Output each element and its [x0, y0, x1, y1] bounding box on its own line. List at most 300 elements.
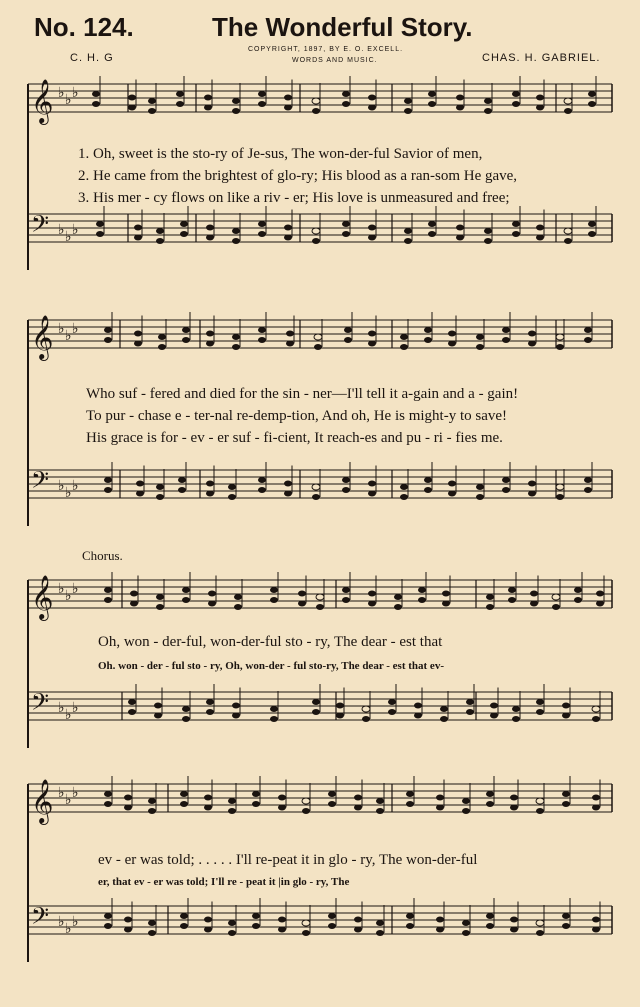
note-head — [486, 801, 494, 807]
treble-clef: 𝄞 — [31, 779, 54, 823]
note-head — [462, 798, 470, 804]
note-head — [388, 709, 396, 715]
note-head — [312, 98, 320, 104]
note-head — [574, 587, 582, 593]
note-head — [258, 487, 266, 493]
note-head — [462, 920, 470, 926]
note-head — [394, 604, 402, 610]
note-head — [368, 601, 376, 607]
note-head — [436, 795, 444, 801]
note-head — [462, 930, 470, 936]
note-head — [298, 601, 306, 607]
note-head — [180, 791, 188, 797]
note-head — [156, 228, 164, 234]
note-head — [128, 95, 136, 101]
flat-sign: ♭ — [58, 85, 65, 101]
note-head — [178, 487, 186, 493]
note-head — [510, 795, 518, 801]
note-head — [156, 594, 164, 600]
note-head — [314, 344, 322, 350]
note-head — [208, 601, 216, 607]
note-head — [342, 231, 350, 237]
note-head — [556, 334, 564, 340]
note-head — [448, 331, 456, 337]
composer-credit: CHAS. H. GABRIEL. — [482, 52, 601, 64]
note-head — [92, 101, 100, 107]
note-head — [562, 913, 570, 919]
note-head — [258, 221, 266, 227]
note-head — [286, 331, 294, 337]
note-head — [456, 225, 464, 231]
note-head — [180, 231, 188, 237]
note-head — [208, 591, 216, 597]
hymn-number: No. 124. — [34, 12, 134, 42]
note-head — [528, 331, 536, 337]
note-head — [154, 703, 162, 709]
note-head — [134, 331, 142, 337]
note-head — [278, 927, 286, 933]
note-head — [562, 791, 570, 797]
note-head — [136, 491, 144, 497]
note-head — [436, 927, 444, 933]
note-head — [206, 225, 214, 231]
note-head — [502, 487, 510, 493]
note-head — [252, 913, 260, 919]
verse-3-line-2: His grace is for - ev - er suf - fi-cient, It reach-es and pu - ri - fies me. — [86, 430, 503, 446]
flat-sign: ♭ — [65, 921, 72, 937]
note-head — [400, 484, 408, 490]
note-head — [376, 920, 384, 926]
note-head — [342, 587, 350, 593]
note-head — [130, 601, 138, 607]
note-head — [490, 703, 498, 709]
note-head — [502, 327, 510, 333]
note-head — [204, 805, 212, 811]
verse-3-line-1: 3. His mer - cy flows on like a riv - er; His love is unmeasured and free; — [78, 190, 510, 206]
note-head — [344, 327, 352, 333]
note-head — [368, 105, 376, 111]
note-head — [206, 331, 214, 337]
note-head — [490, 713, 498, 719]
note-head — [206, 341, 214, 347]
note-head — [134, 235, 142, 241]
note-head — [206, 709, 214, 715]
note-head — [528, 481, 536, 487]
flat-sign: ♭ — [58, 222, 65, 238]
note-head — [312, 699, 320, 705]
note-head — [448, 341, 456, 347]
note-head — [182, 716, 190, 722]
note-head — [124, 917, 132, 923]
note-head — [278, 805, 286, 811]
note-head — [562, 713, 570, 719]
note-head — [424, 477, 432, 483]
note-head — [284, 95, 292, 101]
note-head — [512, 101, 520, 107]
note-head — [406, 791, 414, 797]
note-head — [232, 703, 240, 709]
note-head — [232, 108, 240, 114]
note-head — [104, 487, 112, 493]
note-head — [104, 587, 112, 593]
note-head — [148, 108, 156, 114]
note-head — [342, 221, 350, 227]
note-head — [278, 795, 286, 801]
note-head — [270, 597, 278, 603]
note-head — [204, 105, 212, 111]
note-head — [414, 703, 422, 709]
note-head — [466, 709, 474, 715]
note-head — [232, 713, 240, 719]
flat-sign: ♭ — [58, 914, 65, 930]
note-head — [376, 798, 384, 804]
note-head — [588, 221, 596, 227]
note-head — [206, 481, 214, 487]
note-head — [302, 920, 310, 926]
note-head — [228, 920, 236, 926]
chorus-alto-line-1: Oh. won - der - ful sto - ry, Oh, won-der - ful sto-ry, The dear - est that ev- — [98, 660, 444, 672]
note-head — [128, 105, 136, 111]
note-head — [284, 491, 292, 497]
note-head — [270, 706, 278, 712]
verse-2-line-1: 2. He came from the brightest of glo-ry; His blood as a ran-som He gave, — [78, 168, 518, 184]
note-head — [156, 604, 164, 610]
note-head — [182, 337, 190, 343]
flat-sign: ♭ — [65, 792, 72, 808]
note-head — [270, 716, 278, 722]
note-head — [424, 337, 432, 343]
note-head — [564, 238, 572, 244]
note-head — [428, 91, 436, 97]
flat-sign: ♭ — [65, 328, 72, 344]
note-head — [124, 795, 132, 801]
note-head — [556, 344, 564, 350]
note-head — [368, 491, 376, 497]
note-head — [562, 923, 570, 929]
note-head — [302, 798, 310, 804]
note-head — [96, 231, 104, 237]
note-head — [252, 791, 260, 797]
chorus-soprano-line-2: ev - er was told; . . . . . I'll re-peat it in glo - ry, The won-der-ful — [98, 852, 478, 868]
note-head — [258, 101, 266, 107]
note-head — [278, 917, 286, 923]
note-head — [584, 327, 592, 333]
flat-sign: ♭ — [72, 321, 79, 337]
note-head — [368, 95, 376, 101]
note-head — [286, 341, 294, 347]
note-head — [376, 930, 384, 936]
note-head — [104, 801, 112, 807]
note-head — [592, 917, 600, 923]
note-head — [342, 477, 350, 483]
note-head — [312, 228, 320, 234]
note-head — [204, 927, 212, 933]
note-head — [258, 337, 266, 343]
note-head — [258, 327, 266, 333]
note-head — [312, 238, 320, 244]
note-head — [436, 805, 444, 811]
note-head — [368, 235, 376, 241]
note-head — [258, 231, 266, 237]
note-head — [376, 808, 384, 814]
copyright-line: COPYRIGHT, 1897, BY E. O. EXCELL. — [248, 46, 404, 53]
note-head — [284, 105, 292, 111]
note-head — [508, 587, 516, 593]
note-head — [206, 699, 214, 705]
note-head — [154, 713, 162, 719]
note-head — [128, 699, 136, 705]
note-head — [354, 917, 362, 923]
note-head — [512, 716, 520, 722]
note-head — [342, 91, 350, 97]
note-head — [302, 930, 310, 936]
note-head — [252, 923, 260, 929]
note-head — [228, 494, 236, 500]
flat-sign: ♭ — [72, 222, 79, 238]
note-head — [456, 95, 464, 101]
note-head — [96, 221, 104, 227]
note-head — [342, 597, 350, 603]
note-head — [436, 917, 444, 923]
note-head — [328, 913, 336, 919]
note-head — [124, 927, 132, 933]
flat-sign: ♭ — [65, 92, 72, 108]
note-head — [484, 228, 492, 234]
note-head — [388, 699, 396, 705]
note-head — [536, 225, 544, 231]
note-head — [252, 801, 260, 807]
note-head — [528, 341, 536, 347]
note-head — [368, 591, 376, 597]
note-head — [148, 98, 156, 104]
note-head — [362, 716, 370, 722]
note-head — [368, 331, 376, 337]
note-head — [440, 706, 448, 712]
note-head — [592, 795, 600, 801]
bass-clef: 𝄢 — [31, 466, 50, 499]
note-head — [428, 231, 436, 237]
note-head — [344, 337, 352, 343]
flat-sign: ♭ — [72, 581, 79, 597]
note-head — [536, 930, 544, 936]
note-head — [574, 597, 582, 603]
note-head — [512, 221, 520, 227]
note-head — [484, 238, 492, 244]
note-head — [284, 235, 292, 241]
note-head — [232, 98, 240, 104]
note-head — [564, 108, 572, 114]
note-head — [476, 344, 484, 350]
note-head — [588, 91, 596, 97]
note-head — [502, 337, 510, 343]
note-head — [404, 108, 412, 114]
note-head — [536, 920, 544, 926]
note-head — [508, 597, 516, 603]
note-head — [104, 791, 112, 797]
note-head — [232, 238, 240, 244]
note-head — [530, 591, 538, 597]
verse-1-line-2: Who suf - fered and died for the sin - ner—I'll tell it a-gain and a - gain! — [86, 386, 519, 402]
note-head — [228, 930, 236, 936]
flat-sign: ♭ — [72, 478, 79, 494]
note-head — [418, 597, 426, 603]
note-head — [178, 477, 186, 483]
note-head — [484, 98, 492, 104]
note-head — [234, 604, 242, 610]
verse-2-line-2: To pur - chase e - ter-nal re-demp-tion, And oh, He is might-y to save! — [86, 408, 508, 424]
note-head — [462, 808, 470, 814]
note-head — [584, 337, 592, 343]
note-head — [536, 808, 544, 814]
note-head — [394, 594, 402, 600]
note-head — [182, 706, 190, 712]
note-head — [104, 923, 112, 929]
note-head — [588, 101, 596, 107]
note-head — [176, 101, 184, 107]
bass-clef: 𝄢 — [31, 902, 50, 935]
words-music-line: WORDS AND MUSIC. — [292, 57, 378, 64]
note-head — [104, 597, 112, 603]
note-head — [428, 221, 436, 227]
chorus-alto-line-2: er, that ev - er was told; I'll re - peat it |in glo - ry, The — [98, 876, 350, 888]
note-head — [328, 791, 336, 797]
note-head — [400, 494, 408, 500]
note-head — [442, 601, 450, 607]
note-head — [486, 913, 494, 919]
note-head — [158, 334, 166, 340]
note-head — [424, 327, 432, 333]
note-head — [284, 481, 292, 487]
note-head — [128, 709, 136, 715]
hymn-title: The Wonderful Story. — [212, 12, 473, 42]
note-head — [234, 594, 242, 600]
note-head — [536, 95, 544, 101]
note-head — [512, 91, 520, 97]
note-head — [298, 591, 306, 597]
note-head — [176, 91, 184, 97]
note-head — [156, 484, 164, 490]
note-head — [476, 334, 484, 340]
note-head — [448, 481, 456, 487]
note-head — [404, 228, 412, 234]
note-head — [486, 791, 494, 797]
note-head — [130, 591, 138, 597]
note-head — [148, 798, 156, 804]
note-head — [536, 709, 544, 715]
note-head — [502, 477, 510, 483]
note-head — [584, 477, 592, 483]
note-head — [134, 225, 142, 231]
note-head — [354, 795, 362, 801]
note-head — [414, 713, 422, 719]
note-head — [232, 344, 240, 350]
note-head — [362, 706, 370, 712]
note-head — [328, 923, 336, 929]
flat-sign: ♭ — [72, 85, 79, 101]
chorus-soprano-line-1: Oh, won - der-ful, won-der-ful sto - ry, The dear - est that — [98, 634, 443, 650]
note-head — [354, 927, 362, 933]
note-head — [336, 713, 344, 719]
note-head — [588, 231, 596, 237]
note-head — [404, 98, 412, 104]
note-head — [556, 494, 564, 500]
note-head — [228, 808, 236, 814]
note-head — [148, 808, 156, 814]
bass-clef: 𝄢 — [31, 210, 50, 243]
verse-1-line-1: 1. Oh, sweet is the sto-ry of Je-sus, The won-der-ful Savior of men, — [78, 146, 483, 162]
note-head — [312, 484, 320, 490]
note-head — [466, 699, 474, 705]
note-head — [284, 225, 292, 231]
note-head — [204, 917, 212, 923]
note-head — [530, 601, 538, 607]
note-head — [536, 235, 544, 241]
note-head — [270, 587, 278, 593]
note-head — [476, 494, 484, 500]
note-head — [180, 913, 188, 919]
note-head — [312, 108, 320, 114]
note-head — [406, 913, 414, 919]
note-head — [232, 228, 240, 234]
note-head — [592, 716, 600, 722]
note-head — [228, 798, 236, 804]
note-head — [134, 341, 142, 347]
note-head — [428, 101, 436, 107]
note-head — [204, 95, 212, 101]
note-head — [510, 927, 518, 933]
flat-sign: ♭ — [72, 914, 79, 930]
treble-clef: 𝄞 — [31, 575, 54, 619]
note-head — [258, 91, 266, 97]
note-head — [148, 930, 156, 936]
note-head — [312, 494, 320, 500]
note-head — [148, 920, 156, 926]
note-head — [104, 327, 112, 333]
note-head — [556, 484, 564, 490]
note-head — [204, 795, 212, 801]
note-head — [456, 235, 464, 241]
flat-sign: ♭ — [65, 588, 72, 604]
note-head — [552, 604, 560, 610]
lyricist-credit: C. H. G — [70, 52, 114, 64]
note-head — [206, 235, 214, 241]
note-head — [536, 798, 544, 804]
note-head — [316, 604, 324, 610]
note-head — [342, 101, 350, 107]
note-head — [406, 801, 414, 807]
note-head — [406, 923, 414, 929]
note-head — [104, 913, 112, 919]
note-head — [124, 805, 132, 811]
note-head — [156, 238, 164, 244]
flat-sign: ♭ — [58, 581, 65, 597]
note-head — [228, 484, 236, 490]
note-head — [302, 808, 310, 814]
note-head — [258, 477, 266, 483]
note-head — [336, 703, 344, 709]
flat-sign: ♭ — [65, 229, 72, 245]
flat-sign: ♭ — [72, 700, 79, 716]
note-head — [562, 703, 570, 709]
flat-sign: ♭ — [65, 707, 72, 723]
treble-clef: 𝄞 — [31, 315, 54, 359]
note-head — [156, 494, 164, 500]
note-head — [342, 487, 350, 493]
note-head — [182, 597, 190, 603]
note-head — [536, 699, 544, 705]
note-head — [158, 344, 166, 350]
note-head — [484, 108, 492, 114]
